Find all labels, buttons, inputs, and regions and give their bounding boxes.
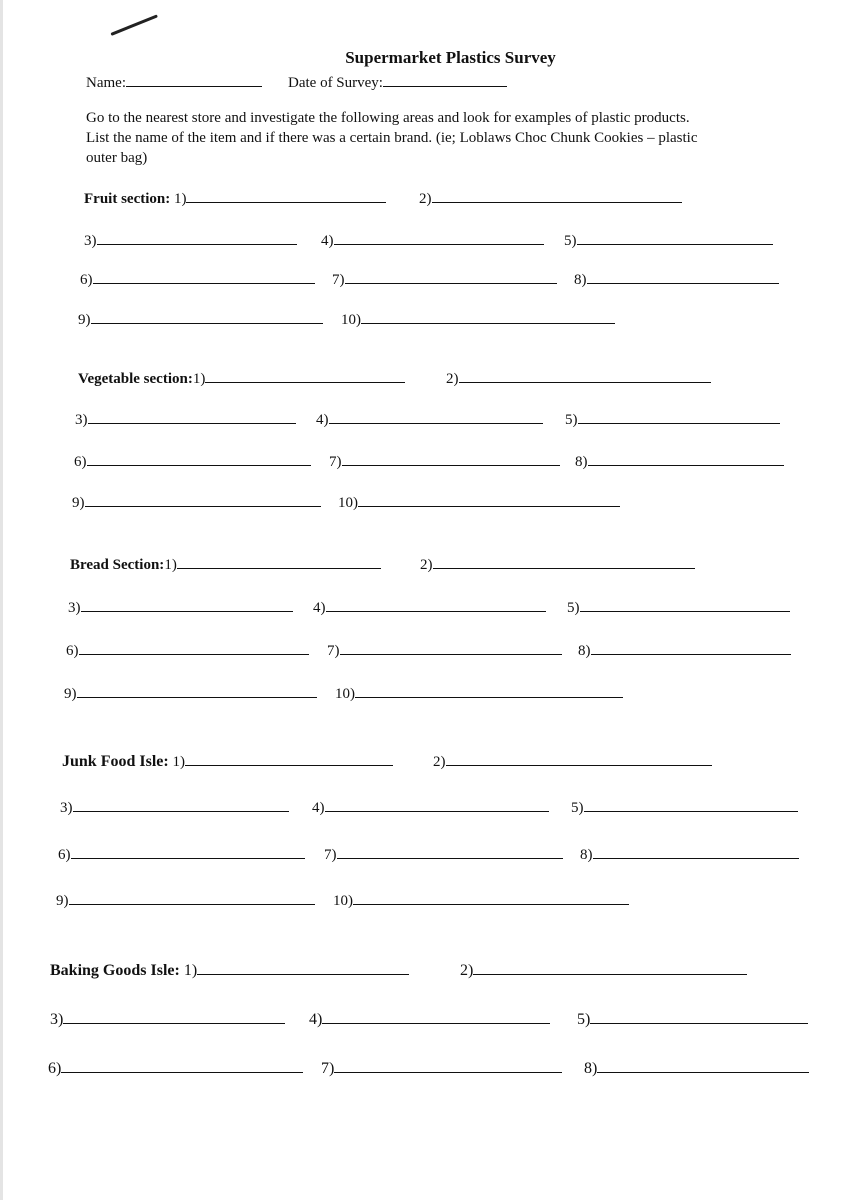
answer-blank[interactable] <box>337 844 563 859</box>
bread-section-item-7[interactable] <box>327 640 562 660</box>
item-number: 1) <box>172 754 185 770</box>
page-title: Supermarket Plastics Survey <box>345 48 556 67</box>
fruit-section-label: Fruit section: <box>84 191 171 207</box>
vegetable-section-item-3[interactable] <box>75 409 296 429</box>
item-number: 6) <box>58 847 71 863</box>
item-number: 6) <box>80 272 93 288</box>
fruit-section-item-8[interactable] <box>574 269 779 289</box>
item-number: 3) <box>75 412 88 428</box>
fruit-section-item-3[interactable] <box>84 230 297 250</box>
item-number: 6) <box>48 1060 62 1077</box>
junk-food-isle-item-2[interactable] <box>433 751 712 771</box>
item-number: 1) <box>183 962 198 979</box>
junk-food-isle-item-1[interactable] <box>62 751 393 771</box>
answer-blank[interactable] <box>326 597 546 612</box>
item-number: 4) <box>313 600 326 616</box>
answer-blank[interactable] <box>353 890 629 905</box>
item-number: 7) <box>321 1060 335 1077</box>
answer-blank[interactable] <box>81 597 293 612</box>
bread-section-item-5[interactable] <box>567 597 790 617</box>
item-number: 9) <box>78 312 91 328</box>
item-number: 6) <box>66 643 79 659</box>
item-number: 1) <box>192 371 206 387</box>
answer-blank[interactable] <box>205 368 405 383</box>
answer-blank[interactable] <box>577 230 773 245</box>
vegetable-section-item-4[interactable] <box>316 409 543 429</box>
item-number: 7) <box>329 454 342 470</box>
item-number: 2) <box>433 754 446 770</box>
item-number: 7) <box>332 272 345 288</box>
junk-food-isle-label: Junk Food Isle: <box>62 753 169 770</box>
answer-blank[interactable] <box>87 451 311 466</box>
junk-food-isle-item-6[interactable] <box>58 844 305 864</box>
junk-food-isle-item-10[interactable] <box>333 890 629 910</box>
fruit-section-item-6[interactable] <box>80 269 315 289</box>
answer-blank[interactable] <box>69 890 315 905</box>
item-number: 9) <box>56 893 69 909</box>
item-number: 5) <box>577 1011 591 1028</box>
vegetable-section-item-1[interactable] <box>78 368 405 388</box>
item-number: 3) <box>68 600 81 616</box>
junk-food-isle-item-7[interactable] <box>324 844 563 864</box>
item-number: 2) <box>446 371 459 387</box>
fruit-section-item-5[interactable] <box>564 230 773 250</box>
answer-blank[interactable] <box>185 751 393 766</box>
answer-blank[interactable] <box>587 269 779 284</box>
answer-blank[interactable] <box>588 451 784 466</box>
answer-blank[interactable] <box>355 683 623 698</box>
answer-blank[interactable] <box>334 230 544 245</box>
item-number: 5) <box>571 800 584 816</box>
vegetable-section-label: Vegetable section: <box>78 371 193 387</box>
answer-blank[interactable] <box>361 309 615 324</box>
item-number: 10) <box>338 495 358 511</box>
answer-blank[interactable] <box>325 797 549 812</box>
answer-blank[interactable] <box>473 960 747 975</box>
item-number: 8) <box>584 1060 598 1077</box>
name-blank[interactable] <box>126 72 262 87</box>
junk-food-isle-item-4[interactable] <box>312 797 549 817</box>
answer-blank[interactable] <box>71 844 305 859</box>
answer-blank[interactable] <box>186 188 386 203</box>
item-number: 7) <box>327 643 340 659</box>
fruit-section-item-7[interactable] <box>332 269 557 289</box>
vegetable-section-item-9[interactable] <box>72 492 321 512</box>
answer-blank[interactable] <box>77 683 317 698</box>
junk-food-isle-item-3[interactable] <box>60 797 289 817</box>
answer-blank[interactable] <box>593 844 799 859</box>
answer-blank[interactable] <box>93 269 315 284</box>
answer-blank[interactable] <box>85 492 321 507</box>
item-number: 3) <box>84 233 97 249</box>
item-number: 5) <box>565 412 578 428</box>
item-number: 1) <box>173 191 187 207</box>
item-number: 3) <box>60 800 73 816</box>
item-number: 8) <box>575 454 588 470</box>
bread-section-item-4[interactable] <box>313 597 546 617</box>
baking-goods-isle-item-2[interactable] <box>460 960 747 980</box>
vegetable-section-item-8[interactable] <box>575 451 784 471</box>
junk-food-isle-item-8[interactable] <box>580 844 799 864</box>
answer-blank[interactable] <box>79 640 309 655</box>
answer-blank[interactable] <box>597 1058 809 1073</box>
fruit-section-item-4[interactable] <box>321 230 544 250</box>
item-number: 10) <box>335 686 355 702</box>
bread-section-item-1[interactable] <box>70 554 381 574</box>
answer-blank[interactable] <box>334 1058 562 1073</box>
item-number: 5) <box>567 600 580 616</box>
answer-blank[interactable] <box>584 797 798 812</box>
item-number: 8) <box>578 643 591 659</box>
vegetable-section-item-5[interactable] <box>565 409 780 429</box>
item-number: 8) <box>580 847 593 863</box>
date-blank[interactable] <box>383 72 507 87</box>
vegetable-section-item-2[interactable] <box>446 368 711 388</box>
date-label: Date of Survey: <box>288 75 383 91</box>
baking-goods-isle-item-4[interactable] <box>309 1009 550 1029</box>
answer-blank[interactable] <box>91 309 323 324</box>
answer-blank[interactable] <box>578 409 780 424</box>
item-number: 9) <box>64 686 77 702</box>
answer-blank[interactable] <box>88 409 296 424</box>
bread-section-item-9[interactable] <box>64 683 317 703</box>
baking-goods-isle-item-7[interactable] <box>321 1058 562 1078</box>
fruit-section-item-10[interactable] <box>341 309 615 329</box>
answer-blank[interactable] <box>432 188 682 203</box>
name-label: Name: <box>86 75 126 91</box>
item-number: 6) <box>74 454 87 470</box>
item-number: 1) <box>164 557 177 573</box>
answer-blank[interactable] <box>591 640 791 655</box>
answer-blank[interactable] <box>345 269 557 284</box>
bread-section-item-3[interactable] <box>68 597 293 617</box>
item-number: 3) <box>50 1011 64 1028</box>
item-number: 7) <box>324 847 337 863</box>
baking-goods-isle-item-8[interactable] <box>584 1058 809 1078</box>
vegetable-section-item-6[interactable] <box>74 451 311 471</box>
answer-blank[interactable] <box>358 492 620 507</box>
answer-blank[interactable] <box>63 1009 285 1024</box>
scan-edge <box>0 0 3 1200</box>
instructions-line: Go to the nearest store and investigate the following areas and look for examples of plastic products. <box>86 110 690 126</box>
vegetable-section-item-10[interactable] <box>338 492 620 512</box>
junk-food-isle-item-9[interactable] <box>56 890 315 910</box>
bread-section-label: Bread Section: <box>70 557 165 573</box>
bread-section-item-8[interactable] <box>578 640 791 660</box>
fruit-section-item-2[interactable] <box>419 188 682 208</box>
bread-section-item-2[interactable] <box>420 554 695 574</box>
answer-blank[interactable] <box>590 1009 808 1024</box>
bread-section-item-10[interactable] <box>335 683 623 703</box>
baking-goods-isle-label: Baking Goods Isle: <box>50 962 180 979</box>
baking-goods-isle-item-3[interactable] <box>50 1009 285 1029</box>
item-number: 4) <box>316 412 329 428</box>
item-number: 4) <box>309 1011 323 1028</box>
baking-goods-isle-item-5[interactable] <box>577 1009 808 1029</box>
answer-blank[interactable] <box>329 409 543 424</box>
item-number: 4) <box>321 233 334 249</box>
item-number: 8) <box>574 272 587 288</box>
pen-mark <box>110 14 157 36</box>
vegetable-section-item-7[interactable] <box>329 451 560 471</box>
answer-blank[interactable] <box>446 751 712 766</box>
fruit-section-item-9[interactable] <box>78 309 323 329</box>
instructions-line: List the name of the item and if there was a certain brand. (ie; Loblaws Choc Chunk Cookies – plastic <box>86 130 698 146</box>
instructions-line: outer bag) <box>86 150 148 166</box>
item-number: 2) <box>419 191 432 207</box>
answer-blank[interactable] <box>340 640 562 655</box>
answer-blank[interactable] <box>459 368 711 383</box>
instructions <box>86 108 806 168</box>
baking-goods-isle-item-6[interactable] <box>48 1058 303 1078</box>
item-number: 9) <box>72 495 85 511</box>
answer-blank[interactable] <box>342 451 560 466</box>
item-number: 5) <box>564 233 577 249</box>
date-field[interactable] <box>288 72 507 92</box>
item-number: 4) <box>312 800 325 816</box>
answer-blank[interactable] <box>73 797 289 812</box>
item-number: 10) <box>341 312 361 328</box>
fruit-section-item-1[interactable] <box>84 188 386 208</box>
answer-blank[interactable] <box>197 960 409 975</box>
baking-goods-isle-item-1[interactable] <box>50 960 409 980</box>
answer-blank[interactable] <box>97 230 297 245</box>
item-number: 10) <box>333 893 353 909</box>
answer-blank[interactable] <box>433 554 695 569</box>
item-number: 2) <box>420 557 433 573</box>
answer-blank[interactable] <box>177 554 381 569</box>
answer-blank[interactable] <box>322 1009 550 1024</box>
junk-food-isle-item-5[interactable] <box>571 797 798 817</box>
answer-blank[interactable] <box>61 1058 303 1073</box>
item-number: 2) <box>460 962 474 979</box>
answer-blank[interactable] <box>580 597 790 612</box>
bread-section-item-6[interactable] <box>66 640 309 660</box>
name-field[interactable] <box>86 72 262 92</box>
